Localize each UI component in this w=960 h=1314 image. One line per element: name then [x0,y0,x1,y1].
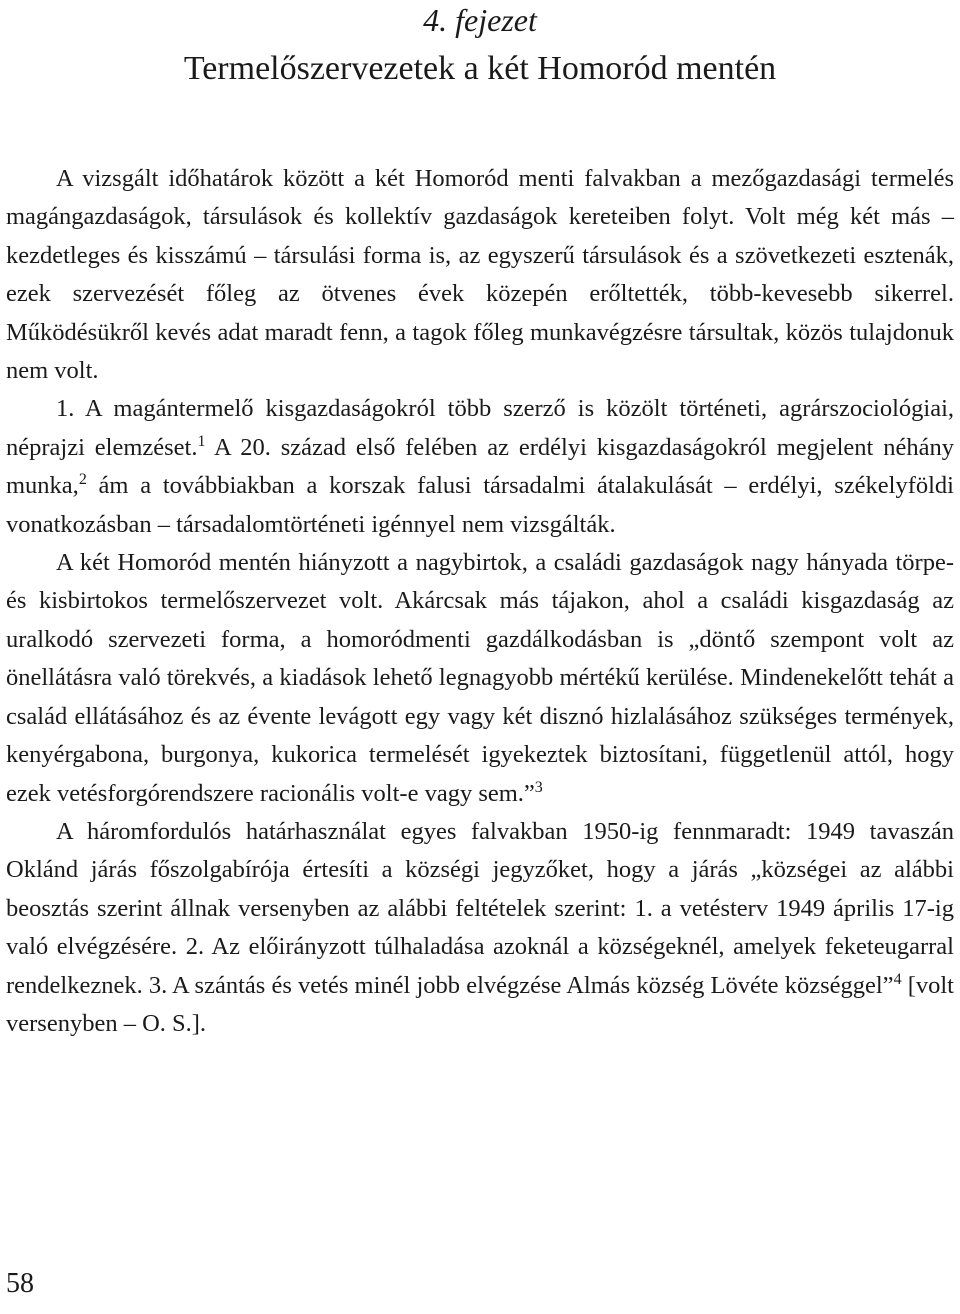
body-text [6,160,954,1043]
footnote-marker: 3 [534,778,543,796]
paragraph-text: [volt versenyben – O. S.]. [6,971,954,1037]
page-number: 58 [6,1268,34,1299]
paragraph-text: A 20. század első felében az erdélyi kisgazdaságokról megjelent néhány munka, [6,433,954,500]
footnote-marker: 4 [893,970,902,988]
paragraph-intro [6,160,954,390]
paragraph-family-farms [6,544,954,813]
paragraph-smallholdings [6,390,954,544]
footnote-marker: 1 [197,432,206,450]
paragraph-text: A háromfordulós határhasználat egyes falvakban 1950-ig fennmaradt: 1949 tavaszán Oklánd járás főszolgabírója értesíti a községi jegyzőket, hogy a járás „községei az alábbi beosztás szerint állnak versenyben az alábbi feltételek szerint: 1. a vetésterv 1949 április 17-ig való elvégzésére. 2. Az előirányzott túlhaladása azoknál a községeknél, amelyek feketeugarral rendelkeznek. 3. A szántás és vetés minél jobb elvégzése Almás község Lövéte községgel” [6,817,954,999]
paragraph-text: A vizsgált időhatárok között a két Homoród menti falvakban a mezőgazdasági termelés magángazdaságok, társulások és kollektív gazdaságok kereteiben folyt. Volt még két más – kezdetleges és kisszámú – társulási forma is, az egyszerű társulások és a szövetkezeti esztenák, ezek szervezését főleg az ötvenes évek közepén erőltették, több-kevesebb sikerrel. Működésükről kevés adat maradt fenn, a tagok főleg munkavégzésre társultak, közös tulajdonuk nem volt. [6,165,954,385]
chapter-title: Termelőszervezetek a két Homoród mentén [183,50,777,87]
paragraph-text: A két Homoród mentén hiányzott a nagybirtok, a családi gazdaságok nagy hányada törpe- és kisbirtokos termelőszervezet volt. Akárcsak más tájakon, ahol a családi kisgazdaság az uralkodó szervezeti forma, a homoródmenti gazdálkodásban is „döntő szempont volt az önellátásra való törekvés, a kiadások lehető legnagyobb mértékű kerülése. Mindenekelőtt tehát a család ellátásához és az évente levágott egy vagy két disznó hizlalásához szükséges termények, kenyérgabona, burgonya, kukorica termelését igyekeztek biztosítani, függetlenül attól, hogy ezek vetésforgórendszere racionális volt-e vagy sem.” [6,549,954,807]
chapter-label: 4. fejezet [423,2,537,38]
paragraph-text: 1. A magántermelő kisgazdaságokról több szerző is közölt történeti, agrárszociológiai, néprajzi elemzéset. [6,395,954,461]
paragraph-text: ám a továbbiakban a korszak falusi társadalmi átalakulását – erdélyi, székelyföldi vonatkozásban – társadalomtörténeti igénnyel nem vizsgálták. [6,472,954,538]
paragraph-land-use [6,813,954,1043]
footnote-marker: 2 [78,471,87,489]
